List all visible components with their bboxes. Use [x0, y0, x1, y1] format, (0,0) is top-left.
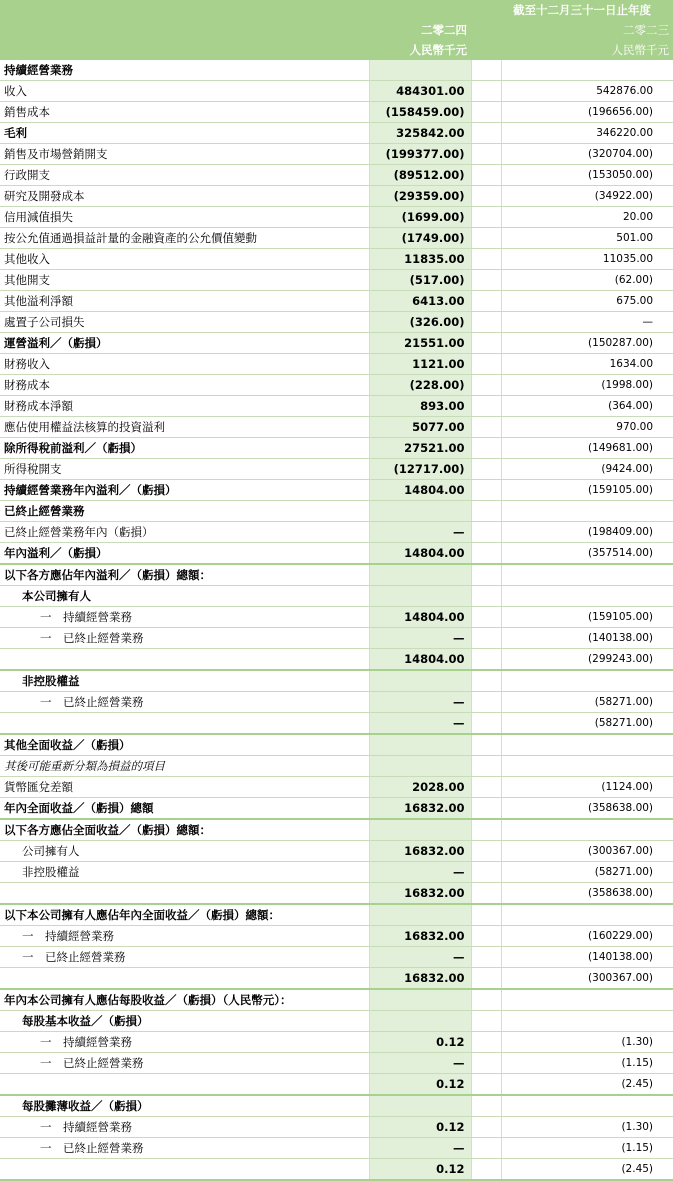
- column-gap: [471, 904, 501, 926]
- column-gap: [471, 670, 501, 692]
- value-2024: 6413.00: [369, 291, 471, 312]
- column-gap: [471, 249, 501, 270]
- table-row: [0, 228, 673, 249]
- value-2023: (140138.00): [501, 628, 673, 649]
- column-gap: [471, 1011, 501, 1032]
- table-row: [0, 841, 673, 862]
- value-2023: (196656.00): [501, 102, 673, 123]
- value-2024: 5077.00: [369, 417, 471, 438]
- row-label: 財務成本: [0, 375, 369, 396]
- value-2024: [369, 1095, 471, 1117]
- column-gap: [471, 102, 501, 123]
- column-gap: [471, 968, 501, 990]
- value-2023: (140138.00): [501, 947, 673, 968]
- value-2023: [501, 670, 673, 692]
- table-row: [0, 989, 673, 1011]
- value-2024: [369, 989, 471, 1011]
- column-gap: [471, 459, 501, 480]
- value-2023: (300367.00): [501, 841, 673, 862]
- value-2023: (58271.00): [501, 713, 673, 735]
- table-row: [0, 438, 673, 459]
- value-2024: 16832.00: [369, 798, 471, 820]
- row-label: 運營溢利／（虧損）: [0, 333, 369, 354]
- row-label: 處置子公司損失: [0, 312, 369, 333]
- table-row: [0, 354, 673, 375]
- row-label: 以下各方應佔全面收益／（虧損）總額：: [0, 819, 369, 841]
- value-2024: [369, 734, 471, 756]
- row-label: 除所得稅前溢利／（虧損）: [0, 438, 369, 459]
- row-label: [0, 713, 369, 735]
- value-2024: 893.00: [369, 396, 471, 417]
- table-row: [0, 543, 673, 565]
- table-row: [0, 734, 673, 756]
- value-2024: —: [369, 692, 471, 713]
- column-gap: [471, 649, 501, 671]
- row-label: 已終止經營業務年內（虧損）: [0, 522, 369, 543]
- row-label: 一 持續經營業務: [0, 607, 369, 628]
- table-row: [0, 459, 673, 480]
- column-gap: [471, 1053, 501, 1074]
- value-2023: (153050.00): [501, 165, 673, 186]
- value-2024: 14804.00: [369, 543, 471, 565]
- column-gap: [471, 501, 501, 522]
- value-2023: (1.30): [501, 1032, 673, 1053]
- column-gap: [471, 396, 501, 417]
- table-row: [0, 207, 673, 228]
- header-row-year: [0, 20, 673, 40]
- value-2024: (29359.00): [369, 186, 471, 207]
- value-2023: (300367.00): [501, 968, 673, 990]
- value-2024: [369, 819, 471, 841]
- value-2023: (2.45): [501, 1159, 673, 1181]
- table-row: [0, 312, 673, 333]
- year-current: 二零二四: [369, 20, 471, 40]
- column-gap: [471, 186, 501, 207]
- value-2023: (1.15): [501, 1138, 673, 1159]
- table-row: [0, 883, 673, 905]
- row-label: 貨幣匯兌差額: [0, 777, 369, 798]
- value-2024: 484301.00: [369, 81, 471, 102]
- value-2023: [501, 734, 673, 756]
- column-gap: [471, 628, 501, 649]
- table-row: [0, 713, 673, 735]
- column-gap: [471, 734, 501, 756]
- row-label: 按公允值通過損益計量的金融資產的公允價值變動: [0, 228, 369, 249]
- value-2024: [369, 564, 471, 586]
- table-row: [0, 1074, 673, 1096]
- row-label: [0, 968, 369, 990]
- value-2024: (158459.00): [369, 102, 471, 123]
- row-label: 財務收入: [0, 354, 369, 375]
- column-gap: [471, 692, 501, 713]
- table-row: [0, 144, 673, 165]
- table-row: [0, 375, 673, 396]
- header-blank: [0, 0, 369, 20]
- value-2024: 16832.00: [369, 926, 471, 947]
- value-2023: (159105.00): [501, 480, 673, 501]
- value-2023: (320704.00): [501, 144, 673, 165]
- column-gap: [471, 607, 501, 628]
- column-gap: [471, 438, 501, 459]
- value-2023: 501.00: [501, 228, 673, 249]
- table-row: [0, 756, 673, 777]
- table-row: [0, 777, 673, 798]
- row-label: 以下本公司擁有人應佔年內全面收益／（虧損）總額：: [0, 904, 369, 926]
- value-2023: [501, 1095, 673, 1117]
- column-gap: [471, 819, 501, 841]
- value-2023: (62.00): [501, 270, 673, 291]
- value-2023: 675.00: [501, 291, 673, 312]
- value-2023: (299243.00): [501, 649, 673, 671]
- value-2023: [501, 564, 673, 586]
- table-row: [0, 692, 673, 713]
- value-2023: (1124.00): [501, 777, 673, 798]
- table-row: [0, 586, 673, 607]
- value-2023: [501, 989, 673, 1011]
- value-2023: (160229.00): [501, 926, 673, 947]
- row-label: [0, 883, 369, 905]
- column-gap: [471, 947, 501, 968]
- column-gap: [471, 291, 501, 312]
- column-gap: [471, 522, 501, 543]
- table-row: [0, 333, 673, 354]
- column-gap: [471, 207, 501, 228]
- year-prior: 二零二三: [501, 20, 673, 40]
- value-2024: 0.12: [369, 1159, 471, 1181]
- unit-prior: 人民幣千元: [501, 40, 673, 60]
- value-2024: (89512.00): [369, 165, 471, 186]
- table-row: [0, 1138, 673, 1159]
- value-2023: (364.00): [501, 396, 673, 417]
- value-2023: —: [501, 312, 673, 333]
- row-label: 年內全面收益／（虧損）總額: [0, 798, 369, 820]
- table-row: [0, 947, 673, 968]
- row-label: 財務成本淨額: [0, 396, 369, 417]
- row-label: [0, 649, 369, 671]
- column-gap: [471, 1138, 501, 1159]
- value-2024: [369, 756, 471, 777]
- value-2024: 21551.00: [369, 333, 471, 354]
- table-row: [0, 102, 673, 123]
- table-row: [0, 798, 673, 820]
- column-gap: [471, 1074, 501, 1096]
- table-row: [0, 1032, 673, 1053]
- value-2024: —: [369, 522, 471, 543]
- column-gap: [471, 564, 501, 586]
- column-gap: [471, 144, 501, 165]
- value-2024: (1749.00): [369, 228, 471, 249]
- table-row: [0, 417, 673, 438]
- row-label: 所得稅開支: [0, 459, 369, 480]
- column-gap: [471, 713, 501, 735]
- value-2024: 16832.00: [369, 883, 471, 905]
- value-2024: —: [369, 1138, 471, 1159]
- table-row: [0, 270, 673, 291]
- value-2024: (228.00): [369, 375, 471, 396]
- column-gap: [471, 777, 501, 798]
- column-gap: [471, 417, 501, 438]
- column-gap: [471, 883, 501, 905]
- row-label: 銷售成本: [0, 102, 369, 123]
- table-row: [0, 926, 673, 947]
- table-row: [0, 396, 673, 417]
- row-label: 其他開支: [0, 270, 369, 291]
- value-2023: [501, 586, 673, 607]
- column-gap: [471, 586, 501, 607]
- column-gap: [471, 270, 501, 291]
- table-row: [0, 1117, 673, 1138]
- row-label: 年內本公司擁有人應佔每股收益／（虧損）（人民幣元）：: [0, 989, 369, 1011]
- table-row: [0, 501, 673, 522]
- column-gap: [471, 81, 501, 102]
- value-2024: 27521.00: [369, 438, 471, 459]
- row-label: 本公司擁有人: [0, 586, 369, 607]
- value-2024: —: [369, 947, 471, 968]
- value-2024: 0.12: [369, 1032, 471, 1053]
- value-2024: [369, 60, 471, 81]
- column-gap: [471, 1032, 501, 1053]
- value-2024: [369, 670, 471, 692]
- value-2024: 2028.00: [369, 777, 471, 798]
- value-2023: (150287.00): [501, 333, 673, 354]
- value-2023: 11035.00: [501, 249, 673, 270]
- value-2024: (199377.00): [369, 144, 471, 165]
- value-2024: 11835.00: [369, 249, 471, 270]
- row-label: 每股基本收益／（虧損）: [0, 1011, 369, 1032]
- value-2024: (326.00): [369, 312, 471, 333]
- table-row: [0, 480, 673, 501]
- column-gap: [471, 1095, 501, 1117]
- table-row: [0, 186, 673, 207]
- value-2024: 14804.00: [369, 649, 471, 671]
- value-2023: (1998.00): [501, 375, 673, 396]
- row-label: 以下各方應佔年內溢利／（虧損）總額：: [0, 564, 369, 586]
- value-2024: [369, 501, 471, 522]
- value-2024: —: [369, 713, 471, 735]
- table-row: [0, 628, 673, 649]
- table-row: [0, 649, 673, 671]
- column-gap: [471, 926, 501, 947]
- value-2023: [501, 1011, 673, 1032]
- table-row: [0, 249, 673, 270]
- column-gap: [471, 480, 501, 501]
- value-2023: (159105.00): [501, 607, 673, 628]
- row-label: 一 已終止經營業務: [0, 692, 369, 713]
- value-2023: (149681.00): [501, 438, 673, 459]
- table-row: [0, 564, 673, 586]
- column-gap: [471, 798, 501, 820]
- value-2023: (2.45): [501, 1074, 673, 1096]
- value-2024: 16832.00: [369, 841, 471, 862]
- header-row-period: [0, 0, 673, 20]
- value-2024: —: [369, 1053, 471, 1074]
- period-heading: 截至十二月三十一日止年度: [369, 0, 673, 20]
- value-2024: 0.12: [369, 1117, 471, 1138]
- value-2023: 970.00: [501, 417, 673, 438]
- value-2023: (1.15): [501, 1053, 673, 1074]
- value-2024: (12717.00): [369, 459, 471, 480]
- row-label: 收入: [0, 81, 369, 102]
- column-gap: [471, 543, 501, 565]
- value-2024: —: [369, 628, 471, 649]
- table-row: [0, 81, 673, 102]
- row-label: 持續經營業務年內溢利／（虧損）: [0, 480, 369, 501]
- table-row: [0, 1011, 673, 1032]
- value-2023: [501, 819, 673, 841]
- value-2024: (1699.00): [369, 207, 471, 228]
- value-2023: (9424.00): [501, 459, 673, 480]
- value-2024: 14804.00: [369, 607, 471, 628]
- row-label: 非控股權益: [0, 862, 369, 883]
- table-row: [0, 123, 673, 144]
- value-2024: [369, 586, 471, 607]
- column-gap: [471, 312, 501, 333]
- column-gap: [471, 123, 501, 144]
- value-2023: [501, 60, 673, 81]
- column-gap: [471, 841, 501, 862]
- row-label: 持續經營業務: [0, 60, 369, 81]
- value-2024: 0.12: [369, 1074, 471, 1096]
- column-gap: [471, 862, 501, 883]
- unit-current: 人民幣千元: [369, 40, 471, 60]
- column-gap: [471, 228, 501, 249]
- table-row: [0, 904, 673, 926]
- table-row: [0, 165, 673, 186]
- column-gap: [471, 354, 501, 375]
- value-2023: (358638.00): [501, 883, 673, 905]
- value-2023: (358638.00): [501, 798, 673, 820]
- header-row-unit: [0, 40, 673, 60]
- row-label: 一 持續經營業務: [0, 926, 369, 947]
- row-label: 非控股權益: [0, 670, 369, 692]
- column-gap: [471, 1117, 501, 1138]
- value-2024: (517.00): [369, 270, 471, 291]
- column-gap: [471, 756, 501, 777]
- row-label: 信用減值損失: [0, 207, 369, 228]
- row-label: 已終止經營業務: [0, 501, 369, 522]
- value-2024: [369, 1011, 471, 1032]
- table-row: [0, 1053, 673, 1074]
- row-label: 每股攤薄收益／（虧損）: [0, 1095, 369, 1117]
- value-2024: —: [369, 862, 471, 883]
- row-label: 其他全面收益／（虧損）: [0, 734, 369, 756]
- row-label: 研究及開發成本: [0, 186, 369, 207]
- table-row: [0, 1095, 673, 1117]
- row-label: 年內溢利／（虧損）: [0, 543, 369, 565]
- row-label: [0, 1074, 369, 1096]
- value-2023: (1.30): [501, 1117, 673, 1138]
- row-label: 其他溢利淨額: [0, 291, 369, 312]
- value-2023: 542876.00: [501, 81, 673, 102]
- table-row: [0, 607, 673, 628]
- value-2023: (58271.00): [501, 692, 673, 713]
- value-2023: 346220.00: [501, 123, 673, 144]
- value-2023: (198409.00): [501, 522, 673, 543]
- row-label: 一 持續經營業務: [0, 1032, 369, 1053]
- row-label: 一 已終止經營業務: [0, 1138, 369, 1159]
- row-label: 一 已終止經營業務: [0, 947, 369, 968]
- table-row: [0, 670, 673, 692]
- table-row: [0, 968, 673, 990]
- value-2023: 1634.00: [501, 354, 673, 375]
- column-gap: [471, 60, 501, 81]
- value-2023: 20.00: [501, 207, 673, 228]
- value-2023: (357514.00): [501, 543, 673, 565]
- value-2024: 14804.00: [369, 480, 471, 501]
- table-row: [0, 819, 673, 841]
- value-2023: [501, 501, 673, 522]
- value-2024: 16832.00: [369, 968, 471, 990]
- row-label: 一 已終止經營業務: [0, 1053, 369, 1074]
- row-label: 行政開支: [0, 165, 369, 186]
- row-label: 公司擁有人: [0, 841, 369, 862]
- table-row: [0, 291, 673, 312]
- column-gap: [471, 165, 501, 186]
- row-label: 一 已終止經營業務: [0, 628, 369, 649]
- row-label: 其後可能重新分類為損益的項目: [0, 756, 369, 777]
- column-gap: [471, 375, 501, 396]
- table-row: [0, 60, 673, 81]
- value-2023: (34922.00): [501, 186, 673, 207]
- value-2024: 325842.00: [369, 123, 471, 144]
- value-2023: [501, 904, 673, 926]
- column-gap: [471, 989, 501, 1011]
- row-label: 毛利: [0, 123, 369, 144]
- column-gap: [471, 333, 501, 354]
- value-2024: 1121.00: [369, 354, 471, 375]
- value-2023: (58271.00): [501, 862, 673, 883]
- row-label: 一 持續經營業務: [0, 1117, 369, 1138]
- row-label: 應佔使用權益法核算的投資溢利: [0, 417, 369, 438]
- row-label: 銷售及市場營銷開支: [0, 144, 369, 165]
- table-row: [0, 522, 673, 543]
- value-2024: [369, 904, 471, 926]
- row-label: 其他收入: [0, 249, 369, 270]
- table-row: [0, 862, 673, 883]
- value-2023: [501, 756, 673, 777]
